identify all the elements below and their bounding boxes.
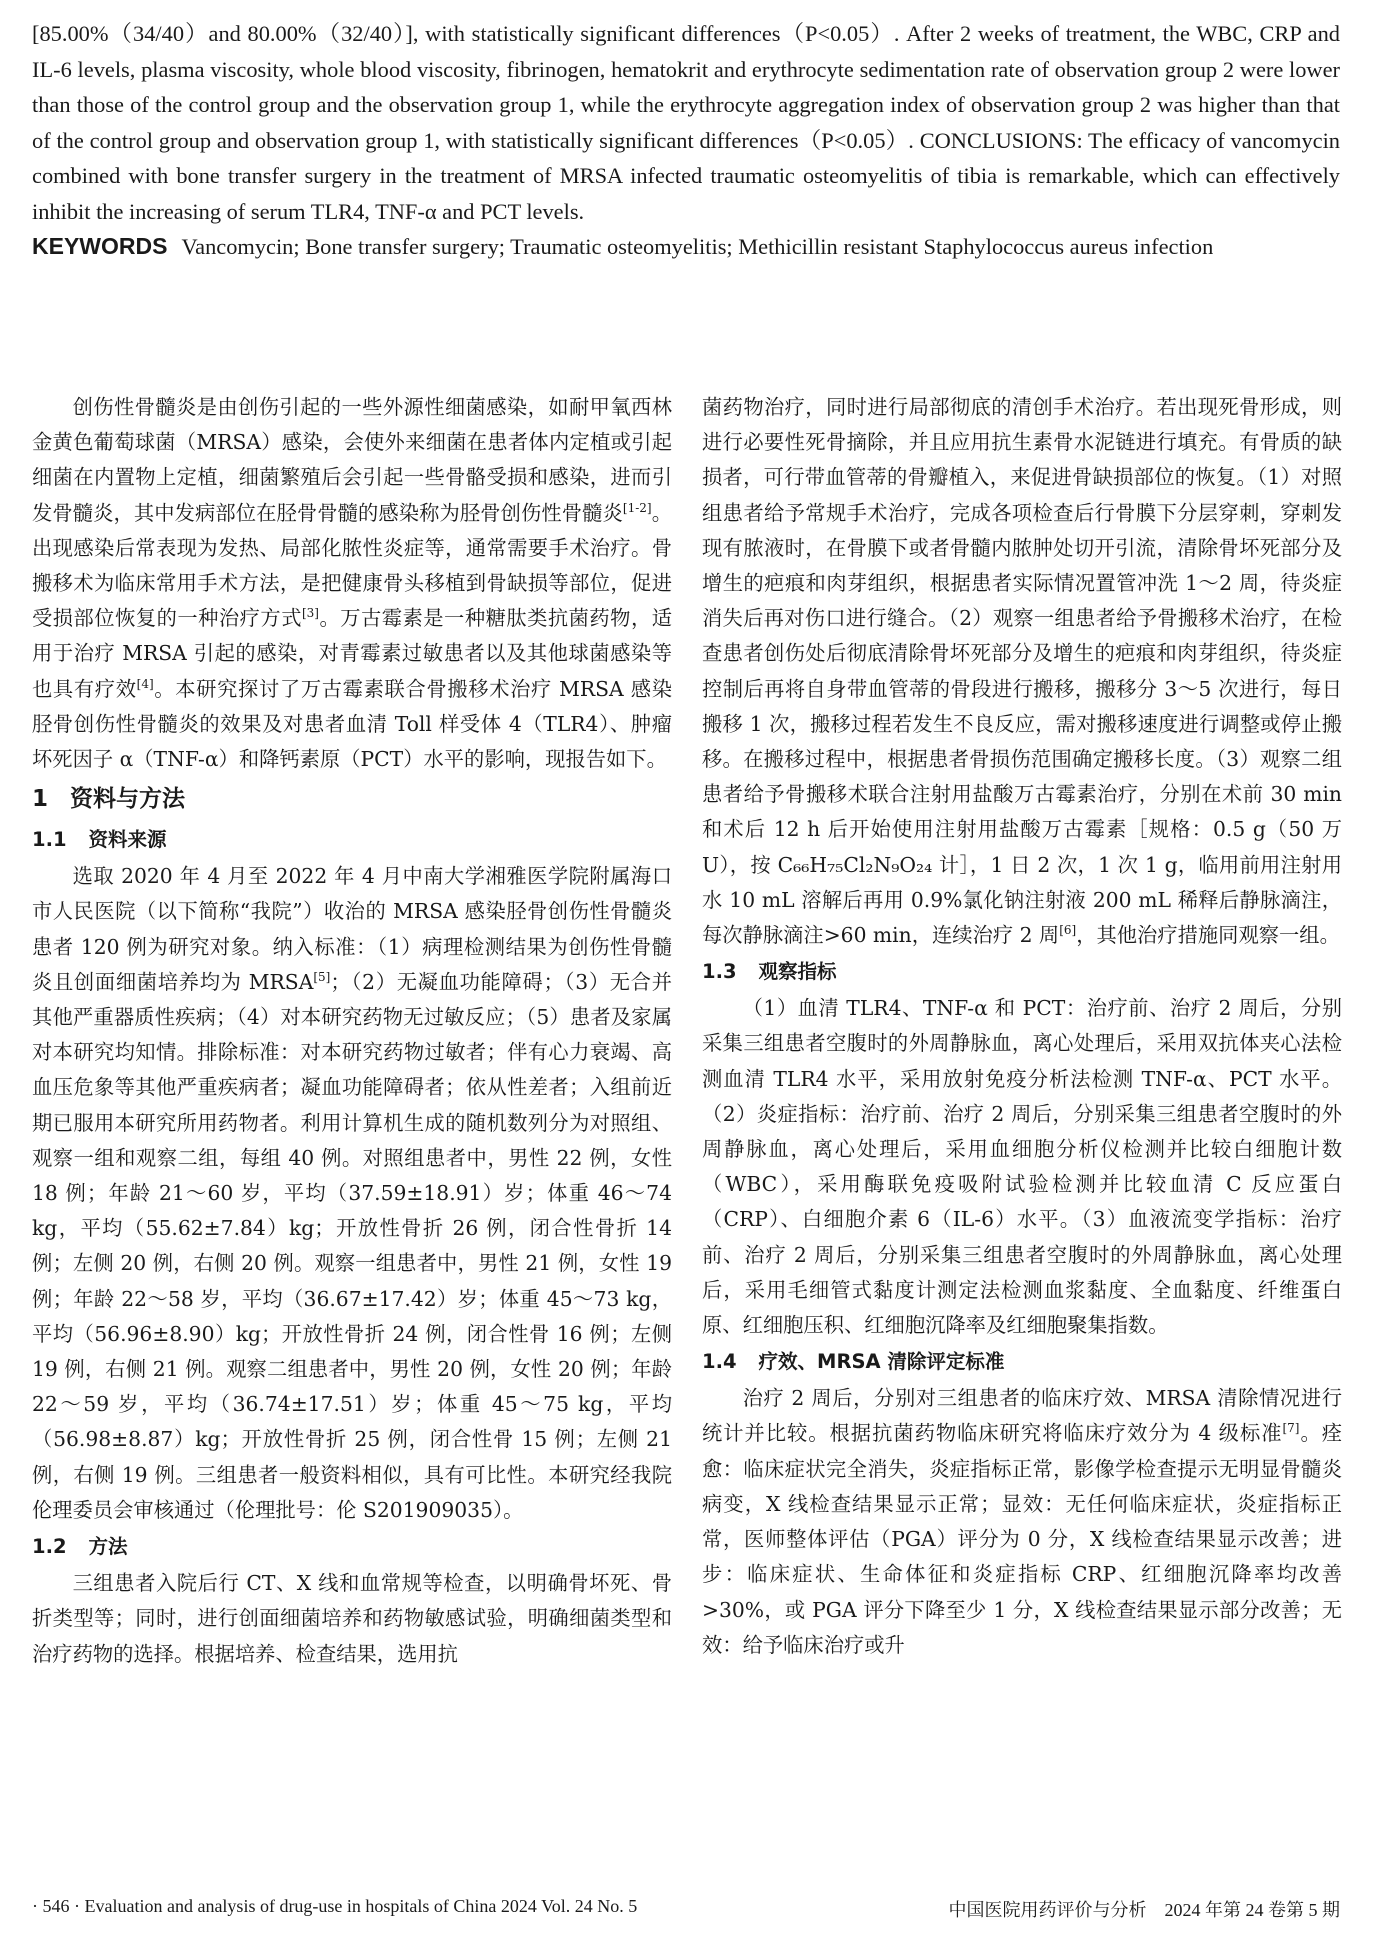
- section-heading-1-1: 1.1 资料来源: [32, 828, 167, 852]
- citation-ref: [3]: [301, 606, 319, 621]
- source-paragraph: 选取 2020 年 4 月至 2022 年 4 月中南大学湘雅医学院附属海口市人民医院（以下简称“我院”）收治的 MRSA 感染胫骨创伤性骨髓炎患者 120 例为研究对象。纳入标准：（1）病理检测结果为创伤性骨髓炎且创面细菌培养均为 MRSA[5]；（2）无凝血功能障碍；（3）无合并其他严重器质性疾病；（4）对本研究药物无过敏反应；（5）患者及家属对本研究均知情。排除标准：对本研究药物过敏者；伴有心力衰竭、高血压危象等其他严重疾病者；凝血功能障碍者；依从性差者；入组前近期已服用本研究所用药物者。利用计算机生成的随机数列分为对照组、观察一组和观察二组，每组 40 例。对照组患者中，男性 22 例，女性 18 例；年龄 21～60 岁，平均（37.59±18.91）岁；体重 46～74 kg，平均（55.62±7.84）kg；开放性骨折 26 例，闭合性骨折 14 例；左侧 20 例，右侧 20 例。观察一组患者中，男性 21 例，女性 19 例；年龄 22～58 岁，平均（36.67±17.42）岁；体重 45～73 kg，平均（56.96±8.90）kg；开放性骨折 24 例，闭合性骨 16 例；左侧 19 例，右侧 21 例。观察二组患者中，男性 20 例，女性 20 例；年龄 22～59 岁，平均（36.74±17.51）岁；体重 45～75 kg，平均（56.98±8.87）kg；开放性骨折 25 例，闭合性骨 15 例；左侧 21 例，右侧 19 例。三组患者一般资料相似，具有可比性。本研究经我院伦理委员会审核通过（伦理批号：伦 S201909035）。: [32, 864, 672, 1522]
- footer-journal-en: · 546 · Evaluation and analysis of drug-use in hospitals of China 2024 Vol. 24 No. 5: [32, 1896, 638, 1916]
- citation-ref: [5]: [313, 970, 331, 985]
- method-paragraph-continued: 菌药物治疗，同时进行局部彻底的清创手术治疗。若出现死骨形成，则进行必要性死骨摘除，并且应用抗生素骨水泥链进行填充。有骨质的缺损者，可行带血管蒂的骨瓣植入，来促进骨缺损部位的恢复。（1）对照组患者给予常规手术治疗，完成各项检查后行骨膜下分层穿刺，穿刺发现有脓液时，在骨膜下或者骨髓内脓肿处切开引流，清除骨坏死部分及增生的疤痕和肉芽组织，根据患者实际情况置管冲洗 1～2 周，待炎症消失后再对伤口进行缝合。（2）观察一组患者给予骨搬移术治疗，在检查患者创伤处后彻底清除骨坏死部分及增生的疤痕和肉芽组织，待炎症控制后再将自身带血管蒂的骨段进行搬移，搬移分 3～5 次进行，每日搬移 1 次，搬移过程若发生不良反应，需对搬移速度进行调整或停止搬移。在搬移过程中，根据患者骨损伤范围确定搬移长度。（3）观察二组患者给予骨搬移术联合注射用盐酸万古霉素治疗，分别在术前 30 min 和术后 12 h 后开始使用注射用盐酸万古霉素［规格：0.5 g（50 万 U），按 C₆₆H₇₅Cl₂N₉O₂₄ 计］，1 日 2 次，1 次 1 g，临用前用注射用水 10 mL 溶解后再用 0.9%氯化钠注射液 200 mL 稀释后静脉滴注，每次静脉滴注>60 min，连续治疗 2 周[6]，其他治疗措施同观察一组。: [702, 395, 1342, 948]
- intro-paragraph: 创伤性骨髓炎是由创伤引起的一些外源性细菌感染，如耐甲氧西林金黄色葡萄球菌（MRSA）感染，会使外来细菌在患者体内定植或引起细菌在内置物上定植，细菌繁殖后会引起一些骨骼受损和感染，进而引发骨髓炎，其中发病部位在胫骨骨髓的感染称为胫骨创伤性骨髓炎[1-2]。出现感染后常表现为发热、局部化脓性炎症等，通常需要手术治疗。骨搬移术为临床常用手术方法，是把健康骨头移植到骨缺损等部位，促进受损部位恢复的一种治疗方式[3]。万古霉素是一种糖肽类抗菌药物，适用于治疗 MRSA 引起的感染，对青霉素过敏患者以及其他球菌感染等也具有疗效[4]。本研究探讨了万古霉素联合骨搬移术治疗 MRSA 感染胫骨创伤性骨髓炎的效果及对患者血清 Toll 样受体 4（TLR4）、肿瘤坏死因子 α（TNF-α）和降钙素原（PCT）水平的影响，现报告如下。: [32, 395, 672, 772]
- observation-paragraph: （1）血清 TLR4、TNF-α 和 PCT：治疗前、治疗 2 周后，分别采集三组患者空腹时的外周静脉血，离心处理后，采用双抗体夹心法检测血清 TLR4 水平，采用放射免疫分析法检测 TNF-α、PCT 水平。（2）炎症指标：治疗前、治疗 2 周后，分别采集三组患者空腹时的外周静脉血，离心处理后，采用血细胞分析仪检测并比较白细胞计数（WBC），采用酶联免疫吸附试验检测并比较血清 C 反应蛋白（CRP）、白细胞介素 6（IL-6）水平。（3）血液流变学指标：治疗前、治疗 2 周后，分别采集三组患者空腹时的外周静脉血，离心处理后，采用毛细管式黏度计测定法检测血浆黏度、全血黏度、纤维蛋白原、红细胞压积、红细胞沉降率及红细胞聚集指数。: [702, 996, 1342, 1338]
- abstract-block: [32, 16, 1340, 265]
- section-heading-1-2: 1.2 方法: [32, 1535, 128, 1559]
- keywords-line: [32, 229, 1340, 265]
- section-heading-1-3: 1.3 观察指标: [702, 960, 837, 984]
- chemical-formula: C₆₆H₇₅Cl₂N₉O₂₄: [777, 852, 933, 877]
- page-footer: [32, 1896, 1340, 1926]
- citation-ref: [6]: [1059, 923, 1077, 938]
- method-paragraph: 三组患者入院后行 CT、X 线和血常规等检查，以明确骨坏死、骨折类型等；同时，进行创面细菌培养和药物敏感试验，明确细菌类型和治疗药物的选择。根据培养、检查结果，选用抗: [32, 1571, 672, 1666]
- evaluation-paragraph: 治疗 2 周后，分别对三组患者的临床疗效、MRSA 清除情况进行统计并比较。根据抗菌药物临床研究将临床疗效分为 4 级标准[7]。痊愈：临床症状完全消失，炎症指标正常，影像学检查提示无明显骨髓炎病变，X 线检查结果显示正常；显效：无任何临床症状，炎症指标正常，医师整体评估（PGA）评分为 0 分，X 线检查结果显示改善；进步：临床症状、生命体征和炎症指标 CRP、红细胞沉降率均改善>30%，或 PGA 评分下降至少 1 分，X 线检查结果显示部分改善；无效：给予临床治疗或升: [702, 1386, 1342, 1657]
- left-column: [32, 390, 672, 1672]
- section-heading-1: 1 资料与方法: [32, 786, 186, 813]
- keywords-text: Vancomycin; Bone transfer surgery; Traumatic osteomyelitis; Methicillin resistant Staphylococcus aureus infection: [181, 234, 1214, 259]
- citation-ref: [4]: [136, 676, 154, 691]
- footer-journal-cn: 中国医院用药评价与分析 2024 年第 24 卷第 5 期: [948, 1900, 1340, 1920]
- abstract-text: [85.00%（34/40）and 80.00%（32/40）], with statistically significant differences（P<0.05）. After 2 weeks of treatment, the WBC, CRP and IL-6 levels, plasma viscosity, whole blood viscosity, fibrinogen, hematokrit and erythrocyte sedimentation rate of observation group 2 were lower than those of the control group and the observation group 1, while the erythrocyte aggregation index of observation group 2 was higher than that of the control group and observation group 1, with statistically significant differences（P<0.05）. CONCLUSIONS: The efficacy of vancomycin combined with bone transfer surgery in the treatment of MRSA infected traumatic osteomyelitis of tibia is remarkable, which can effectively inhibit the increasing of serum TLR4, TNF-α and PCT levels.: [32, 21, 1340, 224]
- keywords-label: KEYWORDS: [32, 233, 168, 259]
- citation-ref: [1-2]: [622, 500, 652, 515]
- right-column: [702, 390, 1342, 1663]
- citation-ref: [7]: [1282, 1421, 1300, 1436]
- section-heading-1-4: 1.4 疗效、MRSA 清除评定标准: [702, 1350, 1005, 1374]
